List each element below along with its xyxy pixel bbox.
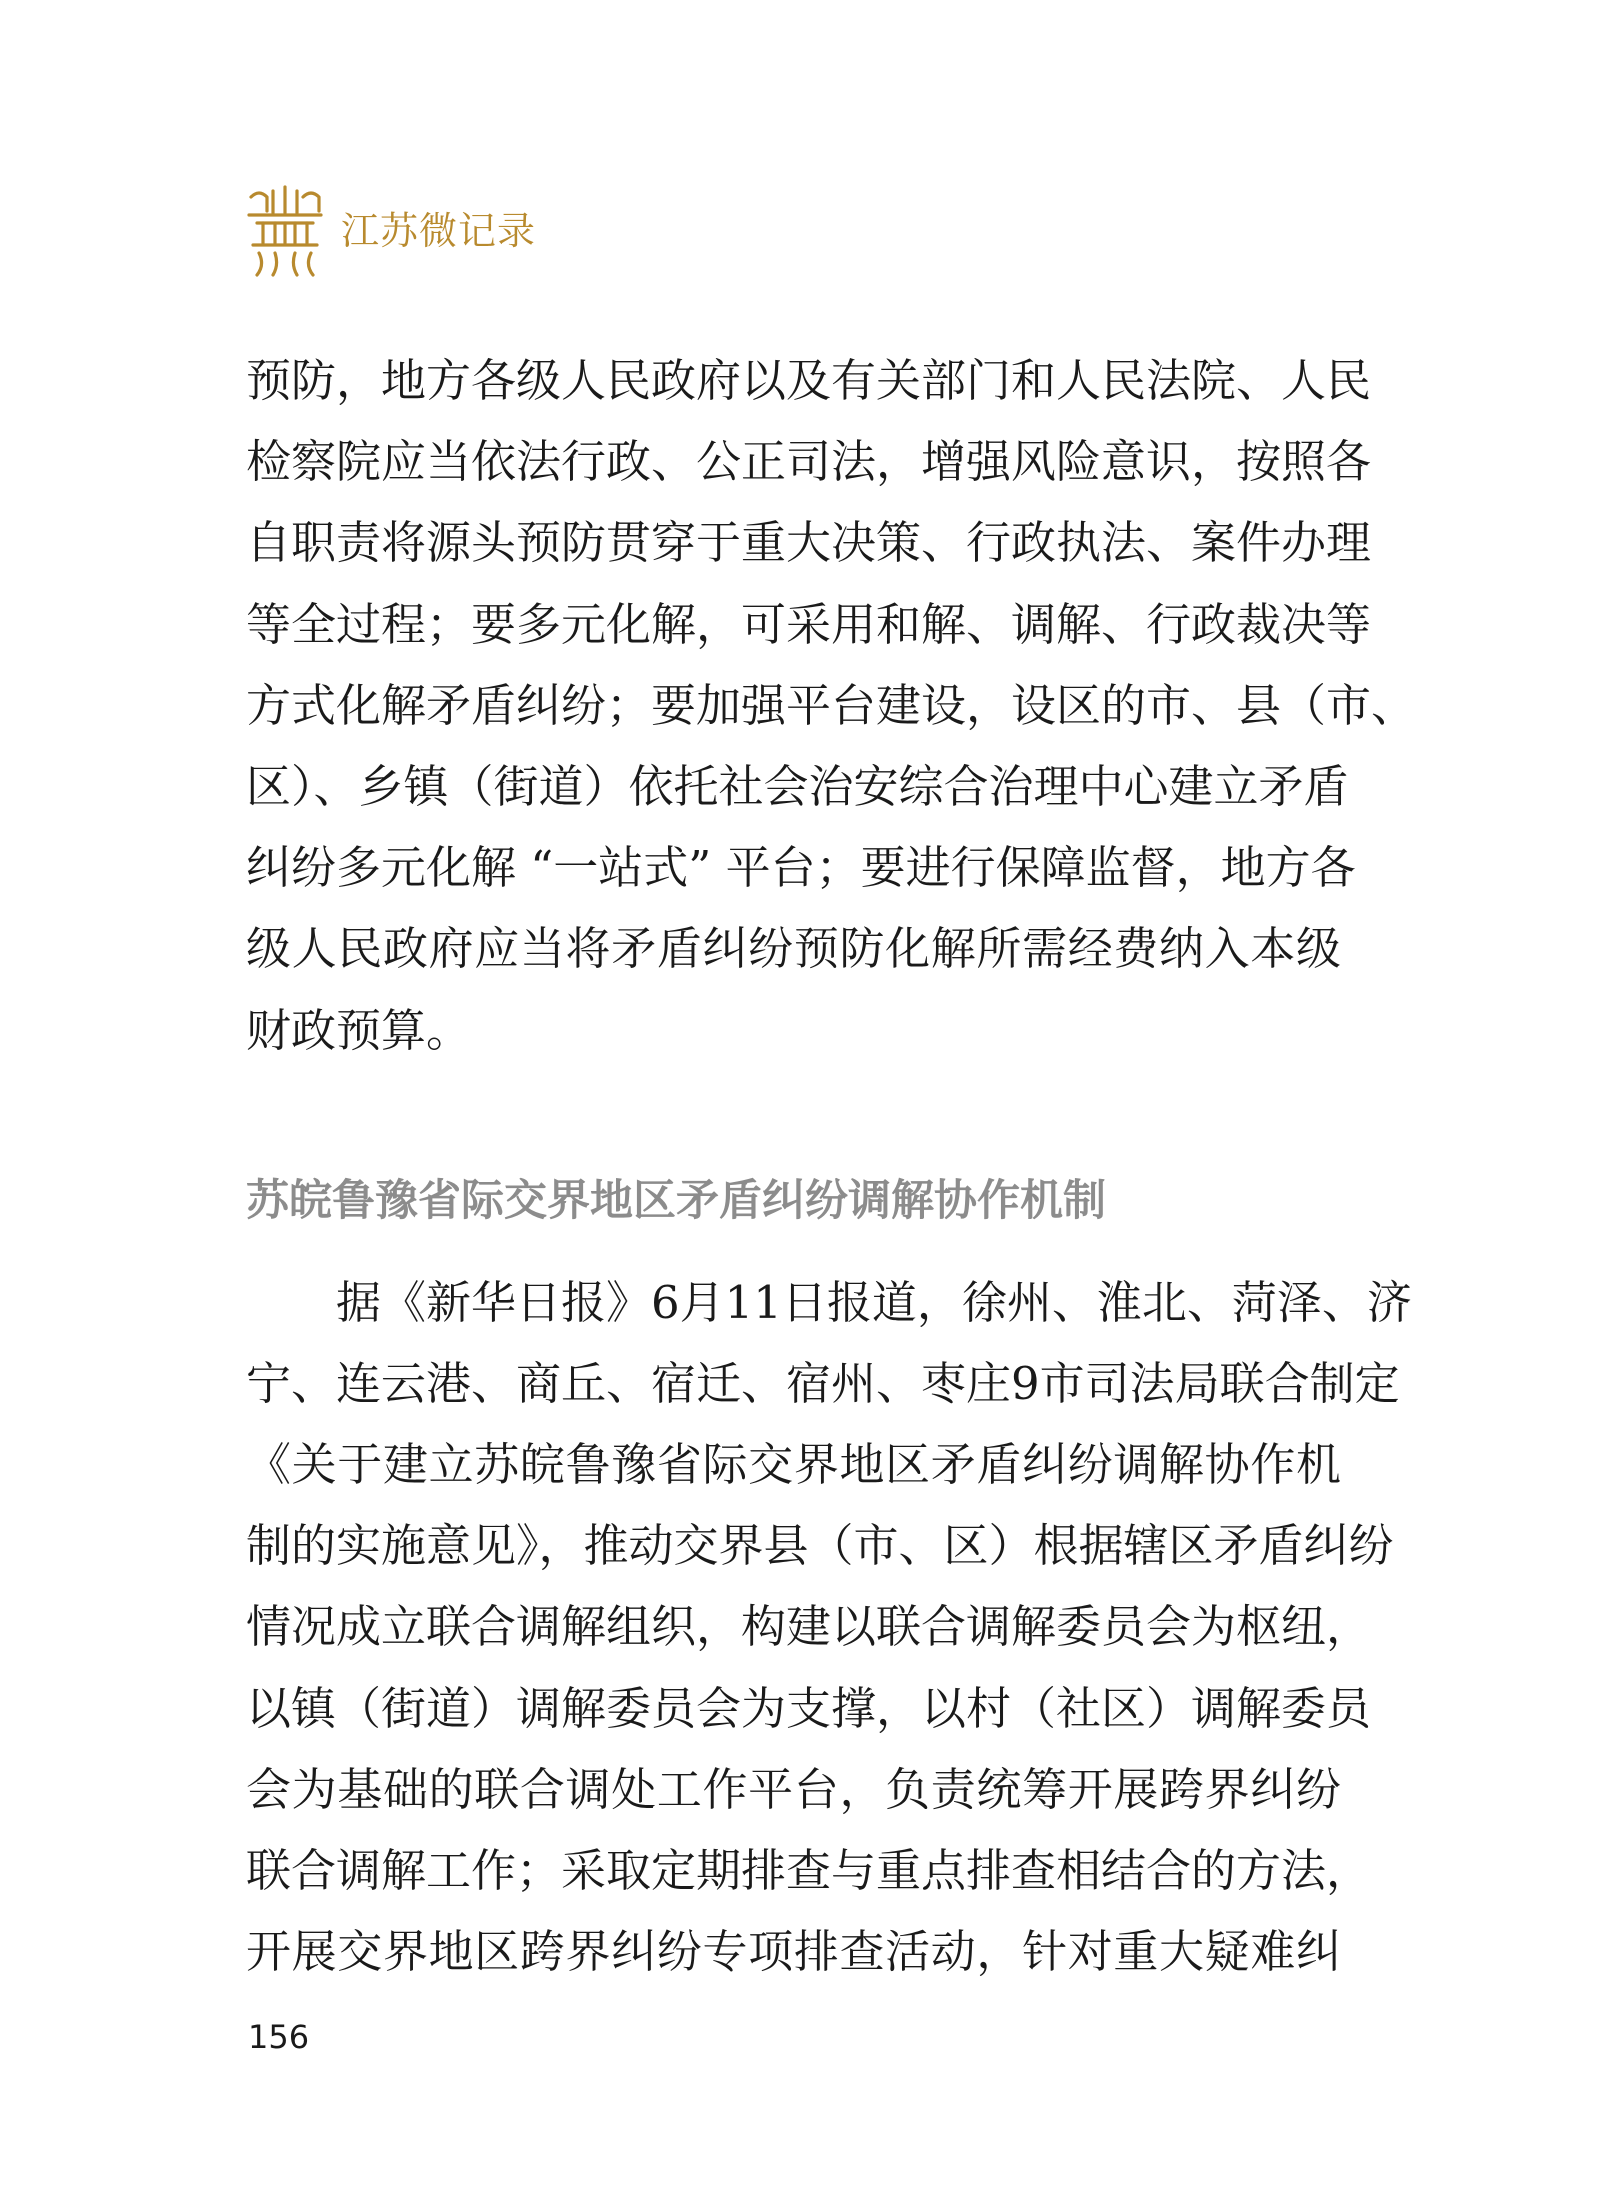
text-line: 纠纷多元化解 “一站式” 平台；要进行保障监督，地方各 xyxy=(246,841,1356,895)
text-line: 财政预算。 xyxy=(246,1003,472,1057)
text-line: 据《新华日报》6月11日报道，徐州、淮北、菏泽、济 xyxy=(336,1275,1412,1329)
page-header xyxy=(245,183,536,279)
text-line: 自职责将源头预防贯穿于重大决策、行政执法、案件办理 xyxy=(246,516,1372,570)
section-heading: 苏皖鲁豫省际交界地区矛盾纠纷调解协作机制 xyxy=(246,1175,1106,1226)
text-line: 《关于建立苏皖鲁豫省际交界地区矛盾纠纷调解协作机 xyxy=(246,1438,1341,1492)
book-series-title: 江苏微记录 xyxy=(341,209,537,253)
paragraph xyxy=(246,1262,1412,1993)
text-line: 预防，地方各级人民政府以及有关部门和人民法院、人民 xyxy=(246,354,1372,407)
text-line: 检察院应当依法行政、公正司法，增强风险意识，按照各 xyxy=(246,435,1372,489)
text-line: 以镇（街道）调解委员会为支撑，以村（社区）调解委员 xyxy=(246,1681,1372,1735)
text-line: 情况成立联合调解组织，构建以联合调解委员会为枢纽， xyxy=(246,1600,1372,1654)
text-line: 会为基础的联合调处工作平台，负责统筹开展跨界纠纷 xyxy=(246,1762,1341,1816)
text-line: 宁、连云港、商丘、宿迁、宿州、枣庄9市司法局联合制定 xyxy=(246,1356,1400,1410)
text-line: 开展交界地区跨界纠纷专项排查活动，针对重大疑难纠 xyxy=(246,1925,1341,1979)
text-line: 方式化解矛盾纠纷；要加强平台建设，设区的市、县（市、 xyxy=(246,678,1417,732)
ornamental-seal-icon xyxy=(245,183,325,279)
text-line: 制的实施意见》，推动交界县（市、区）根据辖区矛盾纠纷 xyxy=(246,1519,1394,1573)
text-line: 级人民政府应当将矛盾纠纷预防化解所需经费纳入本级 xyxy=(246,922,1341,976)
page-body xyxy=(246,340,1417,1992)
text-line: 等全过程；要多元化解，可采用和解、调解、行政裁决等 xyxy=(246,597,1372,651)
text-line: 区）、乡镇（街道）依托社会治安综合治理中心建立矛盾 xyxy=(246,759,1349,813)
page-number: 156 xyxy=(248,2018,310,2056)
section-spacer xyxy=(246,1071,1341,1161)
paragraph xyxy=(246,340,1417,1071)
text-line: 联合调解工作；采取定期排查与重点排查相结合的方法， xyxy=(246,1844,1372,1897)
